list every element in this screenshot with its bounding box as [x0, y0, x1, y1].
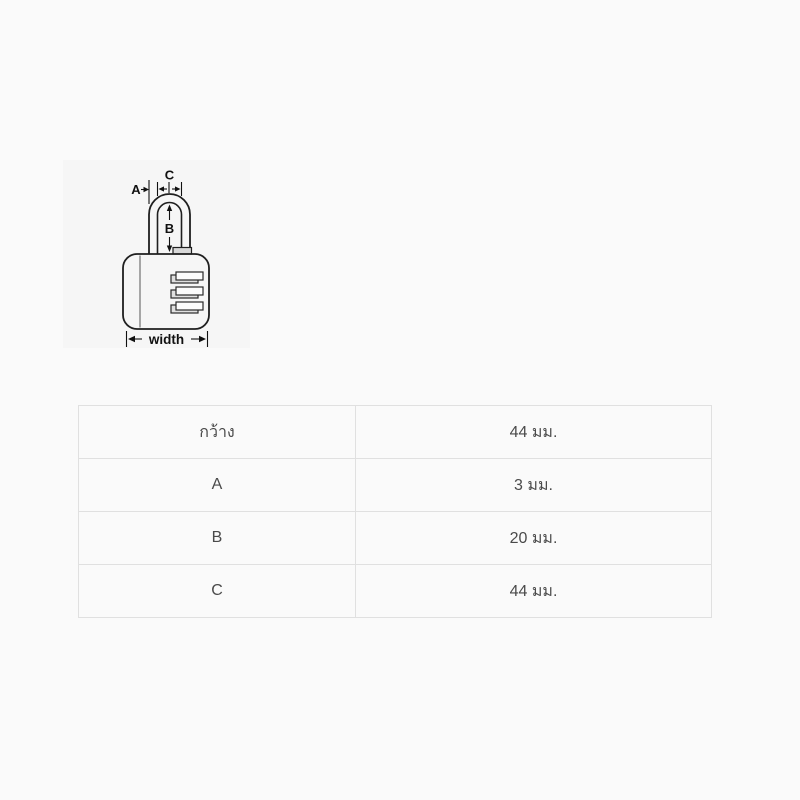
spec-label: A	[79, 459, 356, 512]
dial-slot-2	[171, 287, 203, 298]
product-dimension-image[interactable]	[63, 160, 250, 348]
spec-row-c	[79, 565, 712, 618]
dim-label-width: width	[148, 332, 185, 347]
spec-value: 3 มม.	[356, 459, 712, 512]
spec-row-width	[79, 406, 712, 459]
spec-row-a	[79, 459, 712, 512]
dim-arrow-width-right	[199, 336, 206, 342]
dial-slot-1	[171, 272, 203, 283]
spec-row-b	[79, 512, 712, 565]
dim-label-a: A	[131, 182, 141, 197]
dim-arrow-b-down	[167, 246, 172, 253]
dim-arrow-c-left	[159, 186, 165, 191]
spec-value: 44 มม.	[356, 565, 712, 618]
dim-arrow-c-right	[175, 186, 181, 191]
shackle-collar	[173, 248, 192, 255]
dim-label-c: C	[164, 167, 175, 183]
padlock-diagram	[63, 160, 250, 348]
spec-value: 20 มม.	[356, 512, 712, 565]
spec-label: C	[79, 565, 356, 618]
dial-slot-3	[171, 302, 203, 313]
spec-value: 44 มม.	[356, 406, 712, 459]
dim-arrow-a	[144, 187, 150, 192]
spec-label: กว้าง	[79, 406, 356, 459]
dim-label-b: B	[164, 221, 175, 236]
spec-table	[78, 405, 712, 618]
spec-label: B	[79, 512, 356, 565]
